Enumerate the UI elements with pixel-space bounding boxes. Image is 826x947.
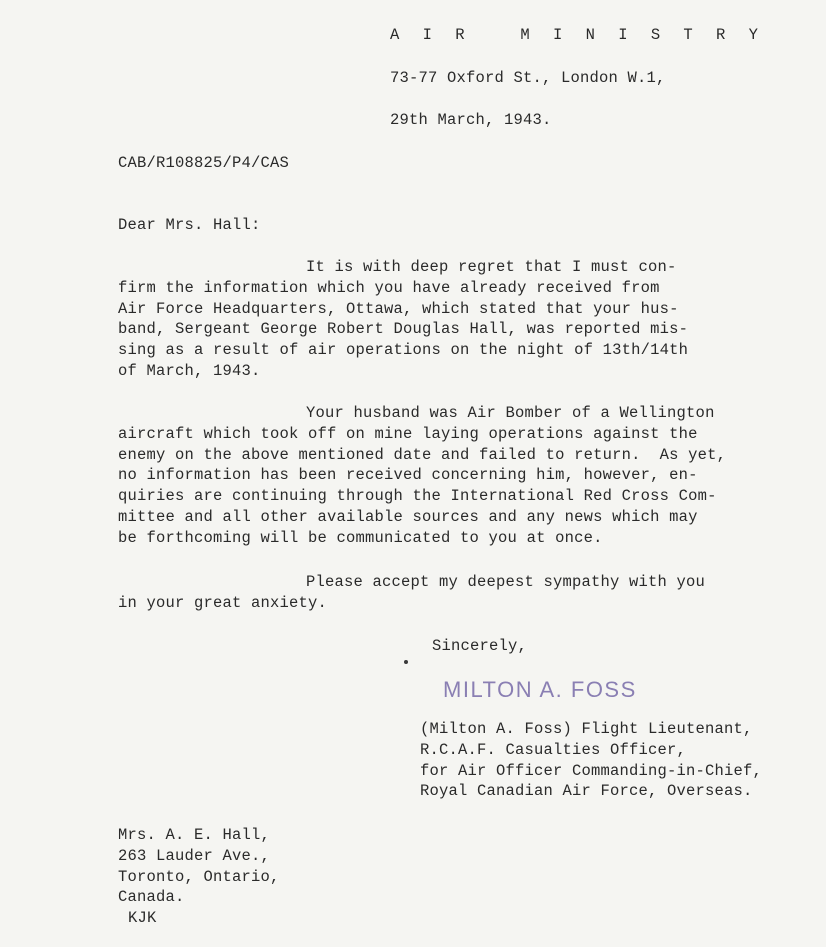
paragraph-line: enemy on the above mentioned date and failed to return. As yet, [118, 445, 727, 464]
sender-address: 73-77 Oxford St., London W.1, [390, 69, 666, 87]
paragraph-line: Please accept my deepest sympathy with you [306, 573, 706, 591]
letter-date: 29th March, 1943. [390, 111, 552, 129]
recipient-line: Canada. [118, 888, 185, 907]
paragraph-1 [118, 257, 688, 382]
paragraph-line: Air Force Headquarters, Ottawa, which stated that your hus- [118, 299, 679, 318]
paragraph-line: no information has been received concerning him, however, en- [118, 466, 698, 485]
paragraph-line: firm the information which you have already received from [118, 278, 660, 297]
paragraph-line: sing as a result of air operations on the night of 13th/14th [118, 341, 689, 360]
signatory-line: Royal Canadian Air Force, Overseas. [420, 782, 753, 801]
paragraph-line: in your great anxiety. [118, 593, 328, 612]
signatory-line: for Air Officer Commanding-in-Chief, [420, 761, 763, 780]
signatory-block [420, 719, 762, 802]
paragraph-line: mittee and all other available sources and any news which may [118, 507, 698, 526]
paragraph-line: band, Sergeant George Robert Douglas Hall, was reported mis- [118, 320, 689, 339]
salutation: Dear Mrs. Hall: [118, 216, 261, 234]
paragraph-line: aircraft which took off on mine laying operations against the [118, 424, 698, 443]
typist-initials: KJK [128, 909, 157, 927]
ink-dot [404, 660, 408, 664]
ministry-heading: A I R M I N I S T R Y [390, 26, 765, 44]
signature-stamp: MILTON A. FOSS [443, 677, 637, 702]
recipient-line: 263 Lauder Ave., [118, 846, 271, 865]
paragraph-line: of March, 1943. [118, 361, 261, 380]
closing: Sincerely, [432, 637, 528, 655]
signatory-line: R.C.A.F. Casualties Officer, [420, 740, 687, 759]
paragraph-line: It is with deep regret that I must con- [306, 258, 677, 276]
paragraph-2 [118, 403, 726, 549]
recipient-line: Mrs. A. E. Hall, [118, 826, 271, 844]
paragraph-3 [118, 572, 705, 614]
recipient-line: Toronto, Ontario, [118, 867, 280, 886]
recipient-address [118, 825, 280, 908]
paragraph-line: be forthcoming will be communicated to you at once. [118, 528, 603, 547]
paragraph-line: quiries are continuing through the International Red Cross Com- [118, 487, 717, 506]
reference-number: CAB/R108825/P4/CAS [118, 154, 290, 172]
signatory-line: (Milton A. Foss) Flight Lieutenant, [420, 720, 753, 738]
paragraph-line: Your husband was Air Bomber of a Wellington [306, 404, 715, 422]
